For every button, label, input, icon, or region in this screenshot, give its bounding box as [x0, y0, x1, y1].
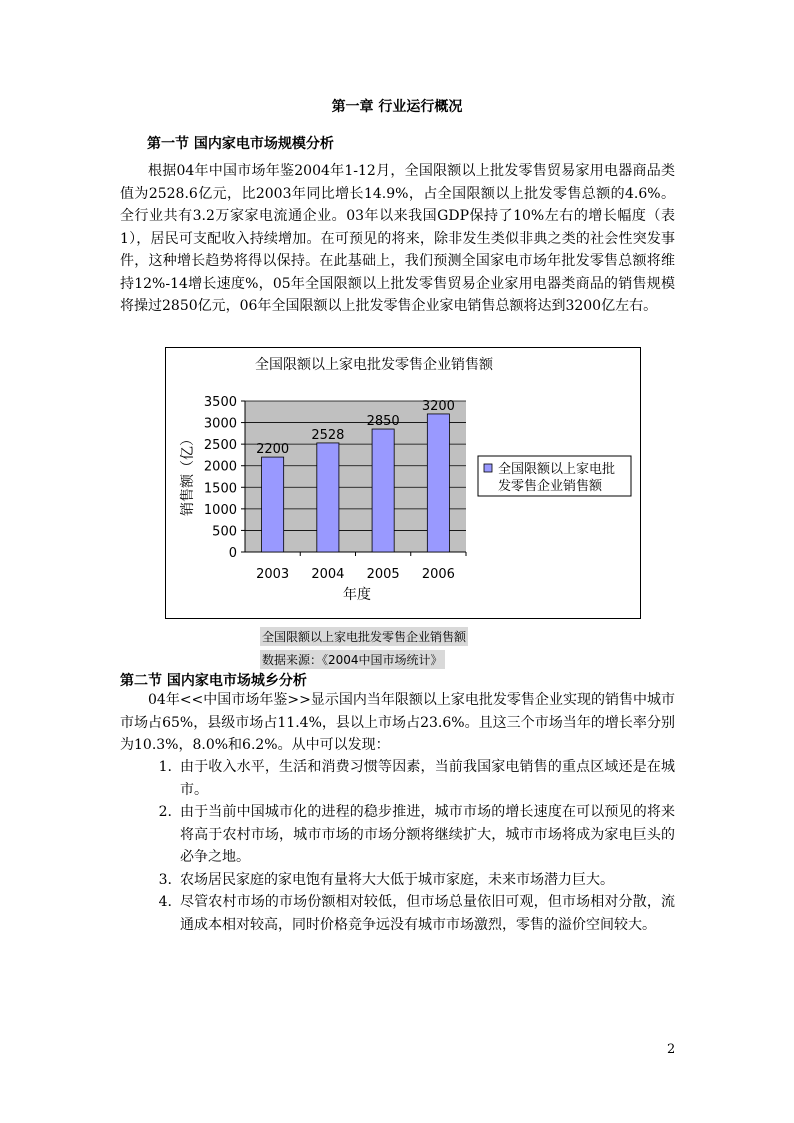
y-tick-label: 1500	[203, 481, 237, 497]
page-number: 2	[667, 1042, 676, 1057]
list-item: 3. 农场居民家庭的家电饱有量将大大低于城市家庭，未来市场潜力巨大。	[158, 871, 614, 888]
y-tick-label: 2500	[203, 438, 237, 454]
x-axis-label: 年度	[343, 587, 371, 603]
legend	[478, 456, 631, 496]
y-tick-label: 3500	[203, 395, 237, 410]
section2-title: 第二节 国内家电市场城乡分析	[120, 673, 307, 689]
findings-list	[120, 756, 675, 936]
y-tick-label: 2000	[203, 459, 237, 475]
section1-paragraph: 根据04年中国市场年鉴2004年1-12月，全国限额以上批发零售贸易家用电器商品类值为2528.6亿元，比2003年同比增长14.9%，占全国限额以上批发零售总额的4.6%。全行业共有3.2万家家电流通企业。03年以来我国GDP保持了10%左右的增长幅度（表1），居民可支配收入持续增加。在可预见的将来，除非发生类似非典之类的社会性突发事件，这种增长趋势将得以保持。在此基础上，我们预测全国家电市场年批发零售总额将维持12%-14增长速度%，05年全国限额以上批发零售贸易企业家用电器类商品的销售规模将操过2850亿元，06年全国限额以上批发零售企业家电销售总额将达到3200亿左右。	[120, 163, 675, 314]
data-label: 2200	[256, 442, 290, 458]
list-item: 1. 由于收入水平，生活和消费习惯等因素，当前我国家电销售的重点区域还是在城市。	[158, 759, 675, 798]
section2-paragraph: 04年<<中国市场年鉴>>显示国内当年限额以上家电批发零售企业实现的销售中城市市场占65%，县级市场占11.4%，县以上市场占23.6%。且这三个市场当年的增长率分别为10.3%，8.0%和6.2%。从中可以发现：	[120, 692, 675, 753]
bar-chart-svg	[166, 348, 640, 618]
bar	[317, 443, 339, 552]
x-tick-label: 2006	[421, 567, 455, 582]
legend-swatch	[484, 464, 492, 472]
x-tick-label: 2004	[311, 567, 345, 582]
data-label: 2850	[366, 414, 400, 430]
y-tick-label: 3000	[203, 416, 237, 432]
section1-title: 第一节 国内家电市场规模分析	[147, 136, 334, 152]
y-tick-label: 0	[228, 546, 237, 561]
y-tick-label: 1000	[203, 502, 237, 518]
y-tick-label: 500	[212, 524, 237, 540]
data-label: 3200	[421, 398, 455, 414]
data-label: 2528	[311, 427, 345, 443]
legend-line-1: 全国限额以上家电批	[498, 462, 616, 477]
bar	[372, 429, 394, 552]
x-tick-label: 2003	[256, 567, 290, 582]
list-item: 2. 由于当前中国城市化的进程的稳步推进，城市市场的增长速度在可以预见的将来将高于农村市场，城市市场的市场分额将继续扩大，城市市场将成为家电巨头的必争之地。	[158, 804, 675, 865]
bar	[262, 457, 284, 552]
sales-chart	[165, 347, 641, 619]
y-axis-label: 销售额（亿）	[180, 432, 196, 516]
chart-caption: 全国限额以上家电批发零售企业销售额	[260, 627, 468, 646]
bar	[427, 414, 449, 552]
chart-title: 全国限额以上家电批发零售企业销售额	[255, 357, 493, 373]
list-item: 4. 尽管农村市场的市场份额相对较低，但市场总量依旧可观，但市场相对分散，流通成本相对较高，同时价格竞争远没有城市市场激烈，零售的溢价空间较大。	[158, 894, 675, 933]
legend-line-2: 发零售企业销售额	[498, 479, 603, 494]
x-tick-label: 2005	[366, 567, 400, 582]
data-source-caption: 数据来源：《2004中国市场统计》	[260, 650, 445, 669]
chapter-title: 第一章 行业运行概况	[331, 99, 463, 115]
